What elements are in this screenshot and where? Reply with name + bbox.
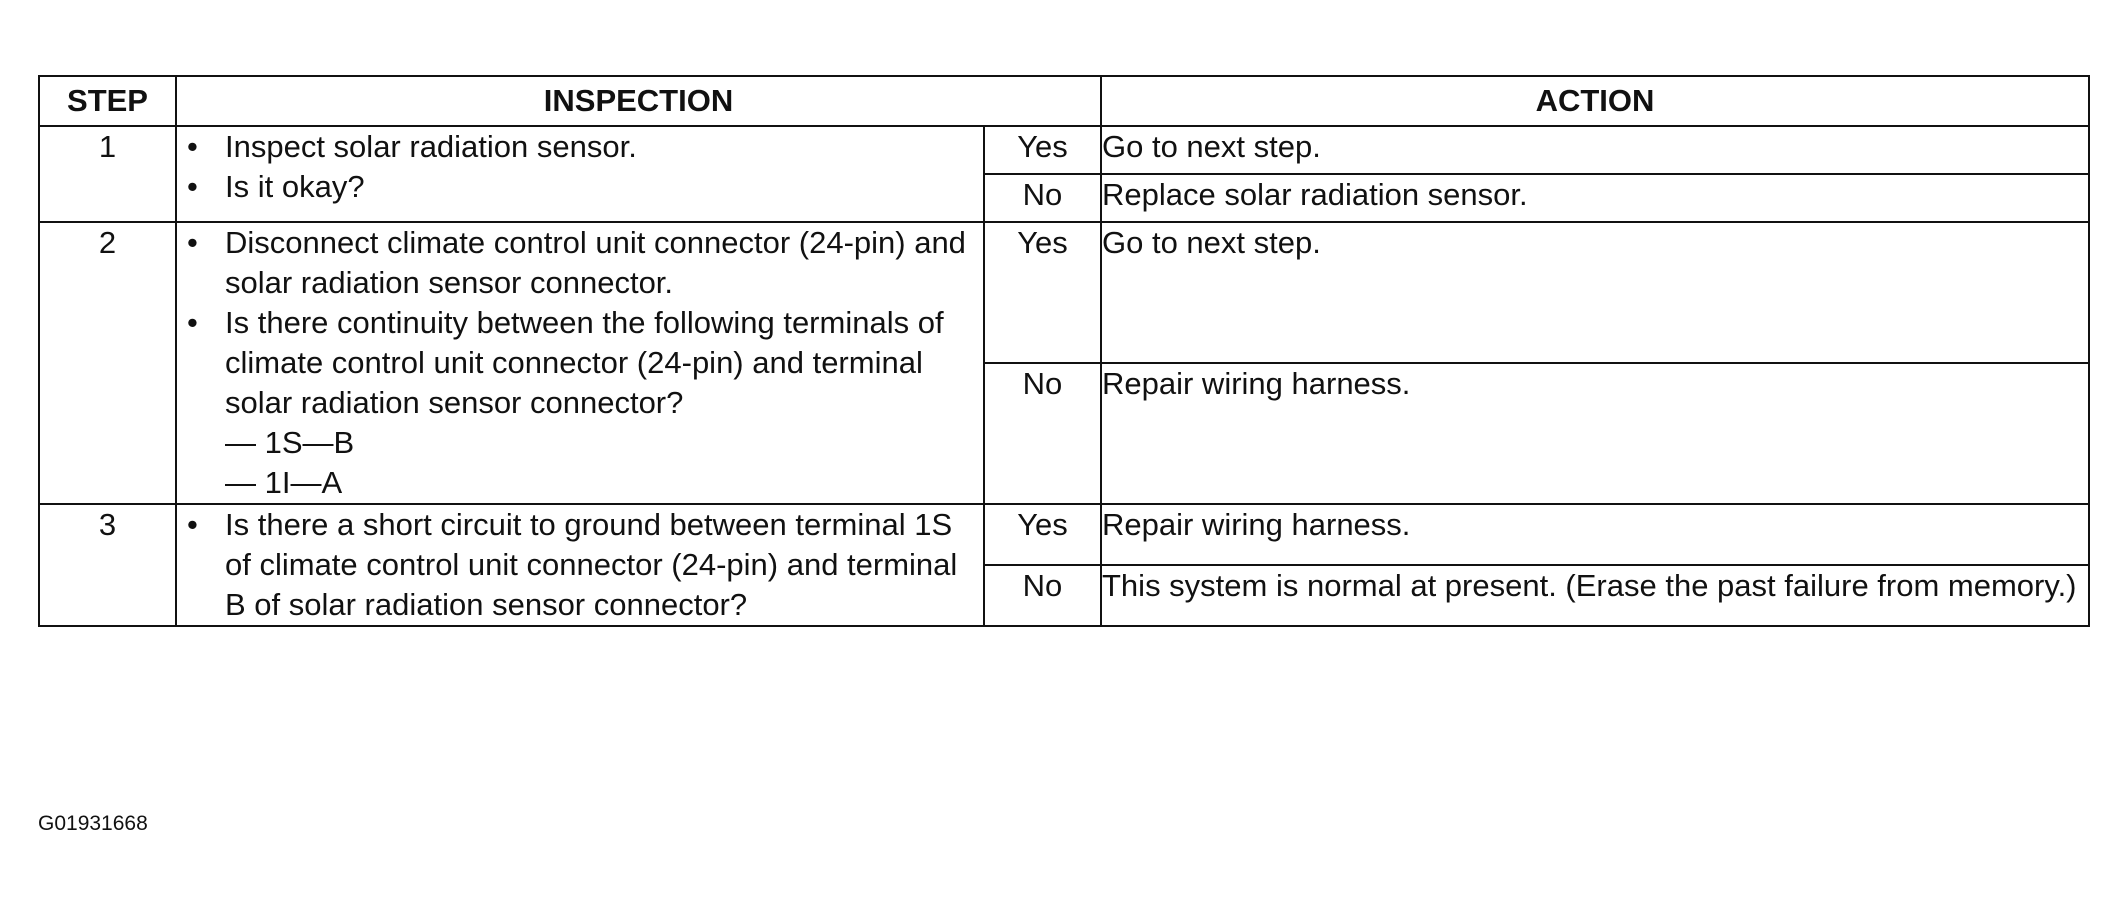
- inspection-list: [177, 223, 983, 503]
- no-label: No: [984, 565, 1101, 626]
- table-row: [39, 222, 2089, 363]
- bullet-icon: •: [187, 305, 198, 340]
- no-action: This system is normal at present. (Erase the past failure from memory.): [1101, 565, 2089, 626]
- bullet-icon: •: [187, 129, 198, 164]
- no-label: No: [984, 174, 1101, 222]
- no-label: No: [984, 363, 1101, 504]
- figure-id: G01931668: [38, 812, 148, 835]
- yes-action: Go to next step.: [1101, 126, 2089, 174]
- inspection-item: [177, 303, 983, 503]
- inspection-text: Inspect solar radiation sensor.: [225, 129, 637, 164]
- no-action: Repair wiring harness.: [1101, 363, 2089, 504]
- terminal-pair: — 1I—A: [225, 465, 343, 500]
- no-action: Replace solar radiation sensor.: [1101, 174, 2089, 222]
- step-number: 1: [39, 126, 176, 222]
- table-row: [39, 504, 2089, 565]
- inspection-cell: [176, 126, 984, 222]
- step-number: 3: [39, 504, 176, 626]
- table-header-row: [39, 76, 2089, 126]
- diagnostic-table: [38, 75, 2090, 627]
- inspection-cell: [176, 222, 984, 504]
- inspection-text: Is there continuity between the following terminals of climate control unit connector (24-pin) and terminal solar radiation sensor connector?: [225, 305, 944, 420]
- inspection-item: [177, 127, 983, 167]
- terminal-pair: — 1S—B: [225, 425, 355, 460]
- yes-action: Repair wiring harness.: [1101, 504, 2089, 565]
- inspection-text: Disconnect climate control unit connector (24-pin) and solar radiation sensor connector.: [225, 225, 966, 300]
- bullet-icon: •: [187, 225, 198, 260]
- yes-label: Yes: [984, 222, 1101, 363]
- inspection-list: [177, 505, 983, 625]
- inspection-item: [177, 167, 983, 207]
- inspection-text: Is there a short circuit to ground between terminal 1S of climate control unit connector (24-pin) and terminal B of solar radiation sensor connector?: [225, 507, 958, 622]
- header-inspection: INSPECTION: [176, 76, 1101, 126]
- table-row: [39, 126, 2089, 174]
- step-number: 2: [39, 222, 176, 504]
- yes-label: Yes: [984, 504, 1101, 565]
- yes-label: Yes: [984, 126, 1101, 174]
- inspection-cell: [176, 504, 984, 626]
- header-action: ACTION: [1101, 76, 2089, 126]
- inspection-item: [177, 505, 983, 625]
- bullet-icon: •: [187, 507, 198, 542]
- inspection-list: [177, 127, 983, 207]
- inspection-item: [177, 223, 983, 303]
- header-step: STEP: [39, 76, 176, 126]
- bullet-icon: •: [187, 169, 198, 204]
- yes-action: Go to next step.: [1101, 222, 2089, 363]
- inspection-text: Is it okay?: [225, 169, 365, 204]
